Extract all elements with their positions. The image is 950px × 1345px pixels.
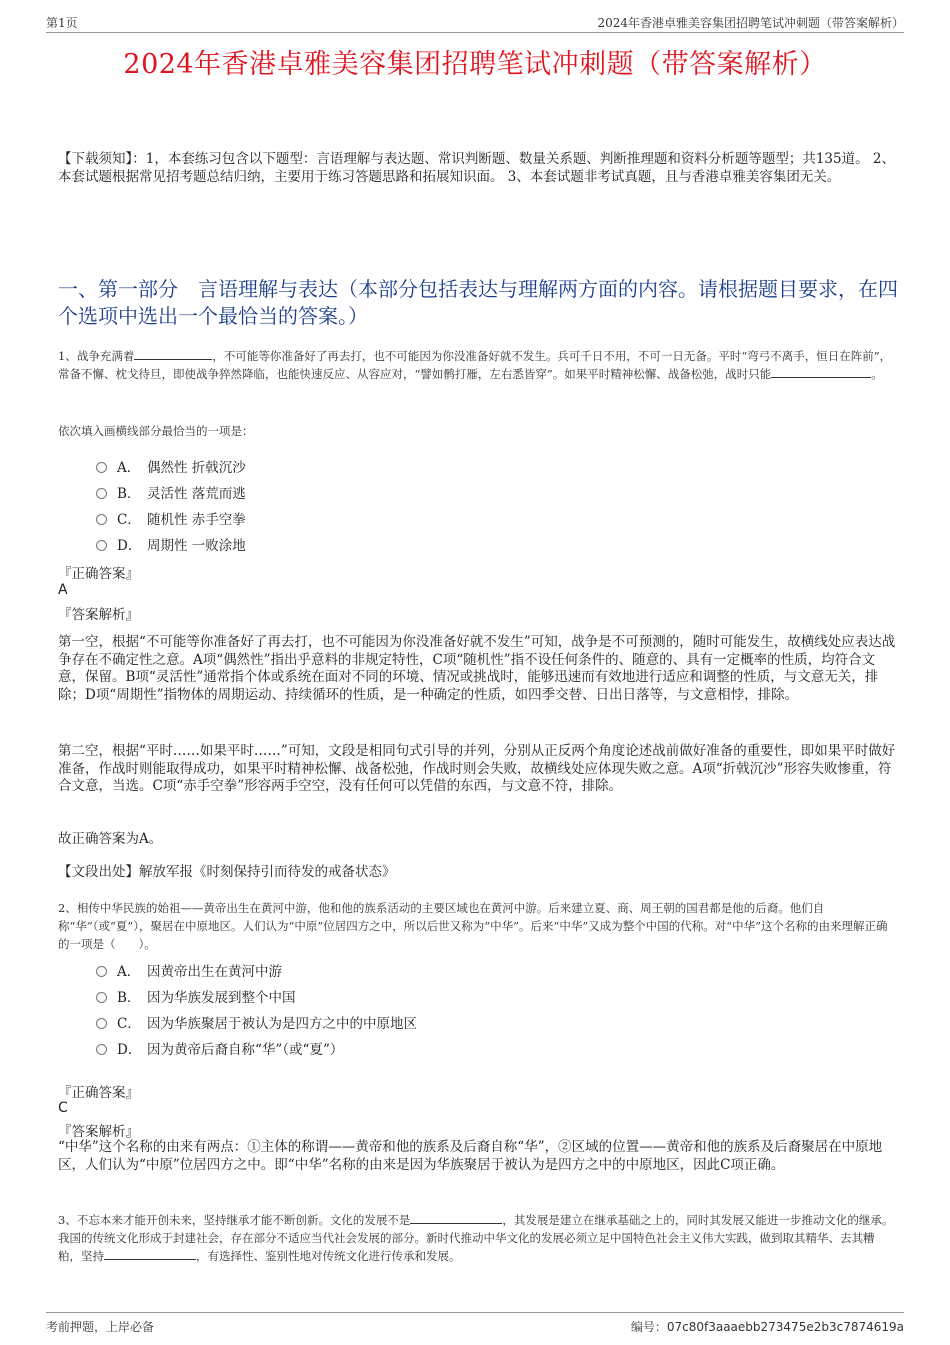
option-letter: B． [117, 990, 141, 1006]
page-number: 第1页 [46, 16, 78, 30]
radio-button[interactable] [96, 540, 107, 551]
footer-slogan: 考前押题，上岸必备 [46, 1320, 155, 1334]
page-footer [46, 1312, 904, 1337]
analysis-paragraph: “中华”这个名称的由来有两点：①主体的称谓——黄帝和他的族系及后裔自称“华”，②区域的位置——黄帝和他的族系及后裔聚居在中原地区，人们认为“中原”位居四方之中。即“中华”名称的由来是因为华族聚居于被认为是四方之中的中原地区，因此C项正确。 [58, 1139, 883, 1173]
question-2-text: 2、相传中华民族的始祖——黄帝出生在黄河中游，他和他的族系活动的主要区域也在黄河中游。后来建立夏、商、周王朝的国君都是他的后裔。他们自称“华”（或“夏”），聚居在中原地区。人们认为“中原”位居四方之中，所以后世又称为“中华”。后来“中华”又成为整个中国的代称。对“中华”这个名称的由来理解正确的一项是（ ）。 [58, 901, 888, 951]
q3-text-part-a: 3、不忘本来才能开创未来，坚持继承才能不断创新。文化的发展不是 [58, 1213, 411, 1227]
correct-answer-label: 『正确答案』 [58, 566, 139, 582]
option-letter: D． [117, 1042, 142, 1058]
question-1-options [96, 453, 246, 557]
option-text: 随机性 赤手空拳 [147, 512, 246, 528]
option-text: 周期性 一败涂地 [147, 538, 246, 554]
radio-button[interactable] [96, 1044, 107, 1055]
q1-text-part-c: 。 [871, 367, 883, 381]
radio-button[interactable] [96, 966, 107, 977]
option-text: 偶然性 折戟沉沙 [147, 460, 246, 476]
code-label: 编号： [630, 1320, 667, 1334]
answer-blank [410, 1211, 502, 1224]
option-letter: D． [117, 538, 142, 554]
page-header [46, 12, 904, 33]
answer-blank [104, 1247, 196, 1260]
radio-button[interactable] [96, 514, 107, 525]
analysis-paragraph-2: 第二空，根据“平时……如果平时……”可知，文段是相同句式引导的并列，分别从正反两个角度论述战前做好准备的重要性，即如果平时做好准备，作战时则能取得成功，如果平时精神松懈、战备松弛，作战时则会失败，故横线处应体现失败之意。A项“折戟沉沙”形容失败惨重，符合文意，当选。C项“赤手空拳”形容两手空空，没有任何可以凭借的东西，与文意不符，排除。 [58, 743, 896, 794]
footer-code [631, 1318, 904, 1335]
question-3-text [58, 1211, 896, 1265]
option-c[interactable] [96, 505, 246, 531]
option-text: 因为黄帝后裔自称“华”（或“夏”） [147, 1042, 344, 1058]
header-doc-title: 2024年香港卓雅美容集团招聘笔试冲刺题（带答案解析） [597, 16, 904, 30]
analysis-label: 『答案解析』 [58, 1124, 139, 1140]
correct-answer: C [58, 1100, 68, 1116]
option-b[interactable] [96, 983, 417, 1009]
question-2-options [96, 957, 417, 1061]
analysis-paragraph-1: 第一空，根据“不可能等你准备好了再去打，也不可能因为你没准备好就不发生”可知，战争是不可预测的，随时可能发生，故横线处应表达战争存在不确定性之意。A项“偶然性”指出乎意料的非规定特性，C项“随机性”指不设任何条件的、随意的、具有一定概率的性质，均符合文意，保留。B项“灵活性”通常指个体或系统在面对不同的环境、情况或挑战时，能够迅速而有效地进行适应和调整的性质，与文意无关，排除；D项“周期性”指物体的周期运动、持续循环的性质，是一种确定的性质，如四季交替、日出日落等，与文意相悖，排除。 [58, 634, 896, 703]
radio-button[interactable] [96, 462, 107, 473]
option-a[interactable] [96, 453, 246, 479]
download-notice: 【下载须知】：1，本套练习包含以下题型：言语理解与表达题、常识判断题、数量关系题、判断推理题和资料分析题等题型；共135道。 2、本套试题根据常见招考题总结归纳，主要用于练习答题思路和拓展知识面。 3、本套试题非考试真题，且与香港卓雅美容集团无关。 [58, 151, 895, 185]
option-text: 灵活性 落荒而逃 [147, 486, 246, 502]
q3-text-part-b: ，其发展是建立在继承基础之上的，同时其发展又能进一步推动文化的继承。我国的传统文化形成于封建社会，存在部分不适应当代社会发展的部分。新时代推动中华文化的发展必须立足中国特色社会主义伟大实践，做到取其精华、去其糟粕，坚持 [58, 1213, 894, 1263]
q3-text-part-c: ，有选择性、鉴别性地对传统文化进行传承和发展。 [196, 1249, 461, 1263]
option-letter: C． [117, 512, 141, 528]
option-text: 因为华族发展到整个中国 [147, 990, 296, 1006]
option-letter: C． [117, 1016, 141, 1032]
section-heading: 一、第一部分 言语理解与表达（本部分包括表达与理解两方面的内容。请根据题目要求，在四个选项中选出一个最恰当的答案。） [58, 277, 898, 328]
analysis-label: 『答案解析』 [58, 607, 139, 623]
option-d[interactable] [96, 531, 246, 557]
option-text: 因为华族聚居于被认为是四方之中的中原地区 [147, 1016, 417, 1032]
option-c[interactable] [96, 1009, 417, 1035]
option-a[interactable] [96, 957, 417, 983]
q1-text-part-a: 1、战争充满着 [58, 349, 135, 363]
option-d[interactable] [96, 1035, 417, 1061]
option-letter: A． [117, 460, 141, 476]
radio-button[interactable] [96, 1018, 107, 1029]
analysis-conclusion: 故正确答案为A。 [58, 831, 163, 847]
correct-answer: A [58, 582, 68, 598]
q1-text-part-b: ，不可能等你准备好了再去打，也不可能因为你没准备好就不发生。兵可千日不用，不可一日无备。平时“弯弓不离手，恒日在阵前”，常备不懈、枕戈待旦，即使战争猝然降临，也能快速反应、从容应对，“譬如鹘打雁，左右悉皆穿”。如果平时精神松懈、战备松弛，战时只能 [58, 349, 892, 381]
answer-blank [134, 347, 212, 360]
page-title: 2024年香港卓雅美容集团招聘笔试冲刺题（带答案解析） [123, 49, 827, 80]
answer-blank [771, 365, 871, 378]
question-1-prompt: 依次填入画横线部分最恰当的一项是： [58, 424, 254, 438]
code-value: 07c80f3aaaebb273475e2b3c7874619a [666, 1320, 904, 1334]
question-1-text [58, 347, 896, 383]
option-letter: A． [117, 964, 141, 980]
radio-button[interactable] [96, 488, 107, 499]
radio-button[interactable] [96, 992, 107, 1003]
option-text: 因黄帝出生在黄河中游 [147, 964, 282, 980]
option-letter: B． [117, 486, 141, 502]
correct-answer-label: 『正确答案』 [58, 1085, 139, 1101]
option-b[interactable] [96, 479, 246, 505]
source-citation: 【文段出处】解放军报《时刻保持引而待发的戒备状态》 [58, 864, 396, 880]
